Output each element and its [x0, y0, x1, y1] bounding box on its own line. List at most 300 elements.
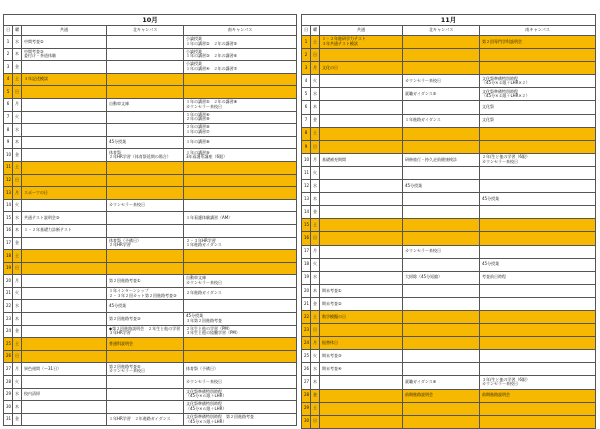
calendar-row [4, 174, 297, 187]
weekday-cell: 月 [13, 98, 22, 111]
south-campus-cell [184, 250, 297, 263]
event-text: １・２年進研学力テスト [322, 36, 366, 42]
common-cell [22, 325, 107, 338]
event-text: 委付け・茶道体験 [24, 53, 56, 59]
event-text: ◆第２回進路説明会 ２年生と他の学習 [109, 325, 181, 331]
south-campus-cell [480, 232, 596, 245]
calendar-row [4, 413, 297, 426]
calendar-row [4, 325, 297, 338]
event-text: 振替休日 [322, 339, 338, 345]
south-campus-cell [480, 363, 596, 376]
north-campus-cell [107, 325, 184, 338]
weekday-cell: 日 [311, 324, 320, 337]
north-campus-cell [403, 376, 480, 389]
event-text: 第２回進路考査⑤ [109, 363, 141, 369]
weekday-cell: 水 [13, 36, 22, 49]
common-cell [22, 136, 107, 149]
weekday-cell: 月 [13, 187, 22, 200]
weekday-cell: 月 [311, 62, 320, 75]
common-cell [320, 49, 403, 62]
october-title: 10月 [4, 15, 297, 26]
common-cell [320, 337, 403, 350]
event-text: 研修旅行・持久走前健康検診 [405, 156, 457, 162]
south-campus-cell [480, 402, 596, 415]
day-cell: 10 [302, 153, 311, 166]
calendar-row [4, 161, 297, 174]
october-calendar [3, 14, 297, 426]
south-campus-cell [480, 49, 596, 62]
common-cell [320, 166, 403, 179]
weekday-cell: 土 [311, 310, 320, 323]
north-campus-cell [403, 127, 480, 140]
north-campus-cell [403, 219, 480, 232]
calendar-row [4, 111, 297, 124]
south-campus-cell [184, 388, 297, 401]
event-text: ３年生と他の協働学習（PM） [186, 330, 240, 336]
south-campus-cell [184, 199, 297, 212]
event-text: 体育祭（予備日） [109, 237, 141, 243]
day-cell: 7 [302, 114, 311, 127]
event-text: １年の講習② ２年の講習⑤ [186, 40, 238, 46]
north-campus-cell [107, 124, 184, 137]
event-text: 大掃除（45分短縮） [405, 274, 443, 280]
north-campus-cell [403, 153, 480, 166]
col-common: 共通 [320, 26, 403, 36]
day-cell: 18 [302, 258, 311, 271]
event-text: ２年/生と他の学習（6限） [482, 154, 530, 160]
event-text: ２年の講習⑩ [186, 124, 210, 130]
south-campus-cell [184, 187, 297, 200]
common-cell [320, 75, 403, 88]
day-cell: 21 [4, 287, 13, 300]
north-campus-cell [107, 187, 184, 200]
event-text: 文化祭 [482, 117, 494, 123]
day-cell: 9 [4, 136, 13, 149]
event-text: カウンセラー来校日 [482, 381, 518, 387]
weekday-cell: 火 [13, 199, 22, 212]
common-cell [22, 199, 107, 212]
north-campus-cell [403, 297, 480, 310]
south-campus-cell [480, 297, 596, 310]
calendar-row [302, 258, 596, 271]
day-cell: 28 [4, 376, 13, 389]
day-cell: 26 [302, 363, 311, 376]
south-campus-cell [184, 174, 297, 187]
calendar-row [302, 310, 596, 323]
weekday-cell: 火 [311, 350, 320, 363]
event-text: 校内清掃 [24, 391, 40, 397]
event-text: １年看護体験講習（AM） [186, 214, 233, 220]
calendar-row [4, 376, 297, 389]
weekday-cell: 金 [13, 149, 22, 162]
common-cell [320, 206, 403, 219]
event-text: カウンセラー来校日 [405, 248, 441, 254]
south-campus-cell [480, 127, 596, 140]
north-campus-cell [403, 324, 480, 337]
north-campus-cell [107, 161, 184, 174]
south-campus-cell [184, 350, 297, 363]
south-campus-cell [480, 271, 596, 284]
north-campus-cell [107, 36, 184, 49]
calendar-row [4, 313, 297, 326]
event-text: 体育祭 [109, 149, 121, 155]
weekday-cell: 水 [311, 363, 320, 376]
weekday-cell: 水 [311, 180, 320, 193]
col-common: 共通 [22, 26, 107, 36]
event-text: 45分授業 [109, 302, 127, 308]
event-text: カウンセラー来校日 [109, 202, 145, 208]
south-campus-cell [184, 325, 297, 338]
north-campus-cell [403, 62, 480, 75]
common-cell [22, 98, 107, 111]
north-campus-cell [107, 275, 184, 288]
north-campus-cell [403, 206, 480, 219]
event-text: 考査前日時程 [482, 274, 506, 280]
south-campus-cell [480, 140, 596, 153]
event-text: 45分授業 [109, 139, 127, 145]
north-campus-cell [107, 338, 184, 351]
day-cell: 20 [4, 275, 13, 288]
col-north: 北キャンパス [403, 26, 480, 36]
calendar-row [4, 199, 297, 212]
weekday-cell: 土 [311, 402, 320, 415]
event-text: （45分×６限＋LHR） [186, 393, 227, 399]
north-campus-cell [403, 193, 480, 206]
weekday-cell: 土 [13, 250, 22, 263]
event-text: 小論授業 [186, 36, 202, 42]
north-campus-cell [107, 98, 184, 111]
south-campus-cell [480, 219, 596, 232]
north-campus-cell [107, 262, 184, 275]
south-campus-cell [480, 193, 596, 206]
north-campus-cell [107, 313, 184, 326]
south-campus-cell [184, 149, 297, 162]
calendar-row [302, 415, 596, 428]
weekday-cell: 土 [311, 219, 320, 232]
day-cell: 14 [302, 206, 311, 219]
common-cell [320, 297, 403, 310]
common-cell [320, 232, 403, 245]
weekday-cell: 火 [311, 166, 320, 179]
common-cell [22, 187, 107, 200]
day-cell: 23 [4, 313, 13, 326]
south-campus-cell [184, 136, 297, 149]
day-cell: 13 [4, 187, 13, 200]
day-cell: 21 [302, 297, 311, 310]
event-text: ２年の講習⑨ [186, 116, 210, 122]
weekday-cell: 日 [311, 49, 320, 62]
common-cell [320, 62, 403, 75]
event-text: １年の講習⑧ [186, 139, 210, 145]
day-cell: 22 [302, 310, 311, 323]
north-campus-cell [107, 250, 184, 263]
north-campus-cell [107, 300, 184, 313]
calendar-row [302, 284, 596, 297]
weekday-cell: 火 [13, 111, 22, 124]
event-text: １年インターンシップ [109, 288, 149, 294]
south-campus-cell [480, 350, 596, 363]
event-text: 数学模擬の日 [322, 313, 346, 319]
weekday-cell: 火 [13, 376, 22, 389]
north-campus-cell [403, 36, 480, 49]
event-text: カウンセラー来校日 [109, 368, 145, 374]
day-cell: 1 [4, 36, 13, 49]
common-cell [22, 212, 107, 225]
event-text: カウンセラー来校日 [186, 103, 222, 109]
south-campus-cell [184, 300, 297, 313]
event-text: カウンセラー来校日 [482, 158, 518, 164]
weekday-cell: 金 [13, 413, 22, 426]
calendar-row [302, 140, 596, 153]
day-cell: 8 [302, 127, 311, 140]
south-campus-cell [480, 166, 596, 179]
day-cell: 22 [4, 300, 13, 313]
south-campus-cell [480, 415, 596, 428]
south-campus-cell [480, 88, 596, 101]
south-campus-cell [480, 36, 596, 49]
event-text: 文化祭 [482, 104, 494, 110]
weekday-cell: 月 [311, 153, 320, 166]
event-text: １年の講習⑤ ２年の講習⑧ [186, 99, 238, 105]
north-campus-cell [107, 413, 184, 426]
north-campus-cell [403, 75, 480, 88]
calendar-row [302, 75, 596, 88]
common-cell [320, 402, 403, 415]
north-campus-cell [107, 48, 184, 61]
common-cell [320, 284, 403, 297]
common-cell [22, 86, 107, 99]
calendar-row [4, 338, 297, 351]
event-text: 第２回進路考査① [109, 277, 141, 283]
day-cell: 7 [4, 111, 13, 124]
north-campus-cell [403, 271, 480, 284]
calendar-row [302, 36, 596, 49]
common-cell [320, 389, 403, 402]
common-cell [320, 219, 403, 232]
north-campus-cell [107, 61, 184, 74]
calendar-row [302, 62, 596, 75]
event-text: 就職ガイダンス⑤ [405, 91, 437, 97]
day-cell: 30 [4, 401, 13, 414]
event-text: 3年看護系講座（6限） [186, 154, 228, 160]
common-cell [22, 61, 107, 74]
south-campus-cell [480, 389, 596, 402]
common-cell [22, 174, 107, 187]
day-cell: 26 [4, 350, 13, 363]
event-text: 共通テスト説明会③ [24, 214, 60, 220]
calendar-row [302, 232, 596, 245]
event-text: ２年HR学習 [109, 242, 131, 248]
event-text: ２年進路ガイダンス [186, 290, 222, 296]
weekday-cell: 水 [13, 212, 22, 225]
day-cell: 19 [302, 271, 311, 284]
weekday-cell: 水 [13, 300, 22, 313]
north-campus-cell [403, 49, 480, 62]
event-text: ２・３年HR学習 [186, 237, 216, 243]
calendar-row [302, 166, 596, 179]
south-campus-cell [184, 313, 297, 326]
south-campus-cell [480, 62, 596, 75]
event-text: 就職ガイダンス⑥ [405, 379, 437, 385]
event-text: 文化祭準備特別時程 [186, 401, 222, 407]
common-cell [22, 401, 107, 414]
day-cell: 24 [4, 325, 13, 338]
event-text: 第２回専門学科説明会 [482, 38, 522, 44]
north-campus-cell [403, 284, 480, 297]
event-text: 文化の日 [322, 64, 338, 70]
south-campus-cell [184, 275, 297, 288]
north-campus-cell [107, 401, 184, 414]
common-cell [320, 101, 403, 114]
calendar-row [4, 187, 297, 200]
common-cell [320, 36, 403, 49]
event-text: 第２回進路考査③ [109, 315, 141, 321]
common-cell [22, 363, 107, 376]
weekday-cell: 日 [311, 415, 320, 428]
weekday-cell: 木 [13, 224, 22, 237]
calendar-row [4, 275, 297, 288]
calendar-row [4, 300, 297, 313]
north-campus-cell [107, 149, 184, 162]
common-cell [22, 350, 107, 363]
common-cell [320, 271, 403, 284]
calendar-row [302, 219, 596, 232]
common-cell [22, 313, 107, 326]
event-text: １年HR学習 ２年進路ガイダンス [109, 416, 171, 422]
calendar-row [302, 49, 596, 62]
event-text: １年進路ガイダンス [405, 117, 441, 123]
common-cell [22, 275, 107, 288]
calendar-row [4, 363, 297, 376]
north-campus-cell [403, 101, 480, 114]
day-cell: 31 [4, 413, 13, 426]
weekday-cell: 月 [13, 275, 22, 288]
col-day: 日 [302, 26, 311, 36]
weekday-cell: 金 [311, 297, 320, 310]
weekday-cell: 水 [311, 271, 320, 284]
south-campus-cell [184, 262, 297, 275]
common-cell [22, 111, 107, 124]
south-campus-cell [184, 98, 297, 111]
calendar-row [302, 180, 596, 193]
weekday-cell: 金 [311, 389, 320, 402]
calendar-row [4, 401, 297, 414]
north-campus-cell [403, 166, 480, 179]
event-text: カウンセラー来校日 [405, 78, 441, 84]
event-text: 前期進路説明会 [482, 392, 510, 398]
event-text: 文化祭準備特別時程 第２回進路考査 [186, 414, 254, 420]
north-campus-cell [403, 363, 480, 376]
common-cell [320, 127, 403, 140]
weekday-cell: 木 [13, 48, 22, 61]
weekday-cell: 金 [311, 114, 320, 127]
north-campus-cell [107, 73, 184, 86]
weekday-cell: 火 [13, 287, 22, 300]
north-campus-cell [403, 180, 480, 193]
weekday-cell: 日 [13, 86, 22, 99]
calendar-row [302, 402, 596, 415]
south-campus-cell [480, 101, 596, 114]
calendar-row [302, 363, 596, 376]
north-campus-cell [403, 389, 480, 402]
event-text: ３年第２回進路考査 [186, 317, 222, 323]
south-campus-cell [184, 48, 297, 61]
calendar-row [302, 337, 596, 350]
north-campus-cell [107, 363, 184, 376]
november-title: 11月 [302, 15, 596, 26]
event-text: １年の講習⑦ [186, 128, 210, 134]
calendar-row [4, 73, 297, 86]
common-cell [22, 48, 107, 61]
day-cell: 11 [302, 166, 311, 179]
day-cell: 10 [4, 149, 13, 162]
weekday-cell: 金 [311, 206, 320, 219]
weekday-cell: 日 [13, 350, 22, 363]
weekday-cell: 金 [13, 325, 22, 338]
calendar-row [302, 127, 596, 140]
event-text: ２年HR学習（体育祭延期の場合） [109, 154, 171, 160]
event-text: 45分授業 [482, 195, 500, 201]
north-campus-cell [107, 136, 184, 149]
event-text: 期末考査③ [322, 353, 342, 358]
common-cell [22, 124, 107, 137]
north-campus-cell [107, 350, 184, 363]
day-cell: 29 [4, 388, 13, 401]
south-campus-cell [480, 258, 596, 271]
calendar-row [302, 206, 596, 219]
day-cell: 5 [302, 88, 311, 101]
common-cell [320, 363, 403, 376]
north-campus-cell [403, 310, 480, 323]
calendar-row [4, 61, 297, 74]
north-campus-cell [403, 402, 480, 415]
weekday-cell: 月 [311, 337, 320, 350]
event-text: スポーツの日 [24, 189, 48, 195]
event-text: 文化祭準備特別時程 [482, 88, 518, 94]
day-cell: 13 [302, 193, 311, 206]
event-text: 45分授業 [482, 261, 500, 267]
weekday-cell: 金 [13, 61, 22, 74]
north-campus-cell [403, 232, 480, 245]
north-campus-cell [107, 287, 184, 300]
event-text: ３年HR学習 [109, 330, 131, 336]
south-campus-cell [184, 111, 297, 124]
calendar-row [302, 153, 596, 166]
event-text: 異色週間（～31日） [24, 365, 62, 371]
event-text: 期末考査② [322, 300, 342, 306]
weekday-cell: 土 [13, 161, 22, 174]
common-cell [22, 376, 107, 389]
south-campus-cell [184, 376, 297, 389]
calendar-row [4, 250, 297, 263]
event-text: １年の講習④ ２年の講習⑦ [186, 65, 238, 71]
calendar-row [302, 271, 596, 284]
day-cell: 16 [302, 232, 311, 245]
common-cell [320, 350, 403, 363]
south-campus-cell [480, 114, 596, 127]
weekday-cell: 火 [311, 75, 320, 88]
day-cell: 24 [302, 337, 311, 350]
south-campus-cell [480, 75, 596, 88]
calendar-row [302, 350, 596, 363]
day-cell: 17 [4, 237, 13, 250]
common-cell [22, 300, 107, 313]
day-cell: 28 [302, 389, 311, 402]
day-cell: 25 [302, 350, 311, 363]
calendar-row [4, 350, 297, 363]
weekday-cell: 日 [311, 232, 320, 245]
event-text: 期末考査④ [322, 366, 342, 372]
